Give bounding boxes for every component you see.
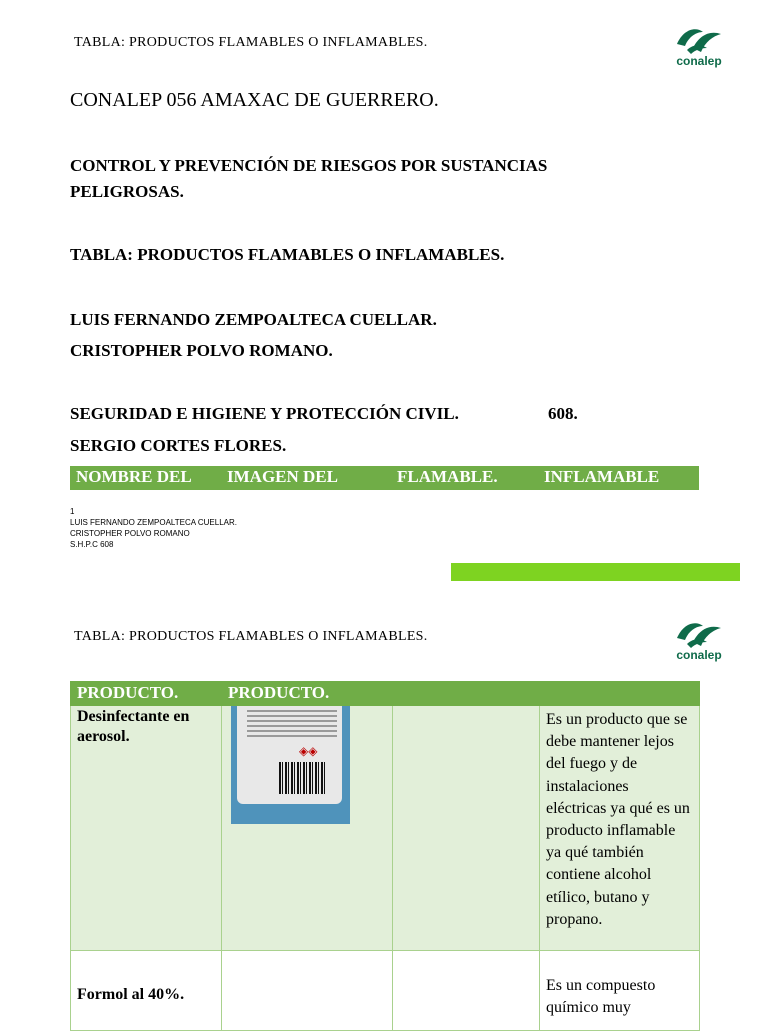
flamable-cell <box>393 951 540 1031</box>
footer-line-1: LUIS FERNANDO ZEMPOALTECA CUELLAR. <box>70 518 237 527</box>
page1-header-title: TABLA: PRODUCTOS FLAMABLES O INFLAMABLES. <box>74 35 428 50</box>
aerosol-photo <box>231 706 350 824</box>
header-col-4: INFLAMABLE <box>544 467 660 486</box>
th-product-name: PRODUCTO. <box>71 682 222 706</box>
conalep-logo-page2 <box>673 616 725 660</box>
footer-line-2: CRISTOPHER POLVO ROMANO <box>70 529 190 538</box>
barcode-icon <box>279 762 327 794</box>
th-inflamable <box>540 682 700 706</box>
group-number: 608. <box>548 404 578 423</box>
product-image-cell <box>222 706 393 951</box>
table-title: TABLA: PRODUCTOS FLAMABLES O INFLAMABLES. <box>70 245 505 264</box>
product-name-cell <box>71 951 222 1031</box>
school-name: CONALEP 056 AMAXAC DE GUERRERO. <box>70 89 439 111</box>
conalep-logo-text: conalep <box>676 648 722 662</box>
subject-line-2: PELIGROSAS. <box>70 182 184 201</box>
header-col-3: FLAMABLE. <box>397 467 498 486</box>
author-2: CRISTOPHER POLVO ROMANO. <box>70 341 333 360</box>
hazard-icon: ◈◈ <box>299 744 318 758</box>
subject-line-1: CONTROL Y PREVENCIÓN DE RIESGOS POR SUSTANCIAS <box>70 156 548 175</box>
conalep-logo-icon <box>673 22 725 56</box>
inflamable-cell: Es un compuesto químico muy <box>540 951 700 1031</box>
header-col-1: NOMBRE DEL <box>76 467 192 486</box>
product-image-cell <box>222 951 393 1031</box>
course-name: SEGURIDAD E HIGIENE Y PROTECCIÓN CIVIL. <box>70 404 459 423</box>
inflamable-cell: Es un producto que se debe mantener lejos del fuego y de instalaciones eléctricas ya qué es un producto inflamable ya qué también contiene alcohol etílico, butano y propano. <box>540 706 700 951</box>
author-1: LUIS FERNANDO ZEMPOALTECA CUELLAR. <box>70 310 437 329</box>
product-name-line-1: Formol al 40%. <box>77 985 185 1003</box>
product-name-cell <box>71 706 222 951</box>
conalep-logo-text: conalep <box>676 54 722 68</box>
teacher-name: SERGIO CORTES FLORES. <box>70 436 287 455</box>
product-name-line-2: aerosol. <box>77 728 130 745</box>
th-flamable <box>393 682 540 706</box>
products-table <box>70 681 700 1031</box>
conalep-logo <box>673 22 725 66</box>
footer-line-3: S.H.P.C 608 <box>70 540 114 549</box>
header-col-2: IMAGEN DEL <box>227 467 338 486</box>
table-row <box>71 706 700 951</box>
product-name-line-1: Desinfectante en <box>77 708 190 725</box>
footer-page-number: 1 <box>70 507 75 516</box>
footer-accent-bar <box>451 563 740 581</box>
page-footer <box>70 506 237 550</box>
table-row <box>71 951 700 1031</box>
th-product-image: PRODUCTO. <box>222 682 393 706</box>
page1-table-header <box>70 466 699 490</box>
flamable-cell <box>393 706 540 951</box>
conalep-logo-icon <box>673 616 725 650</box>
page2-header-title: TABLA: PRODUCTOS FLAMABLES O INFLAMABLES. <box>74 629 428 644</box>
products-table-header <box>71 682 700 706</box>
